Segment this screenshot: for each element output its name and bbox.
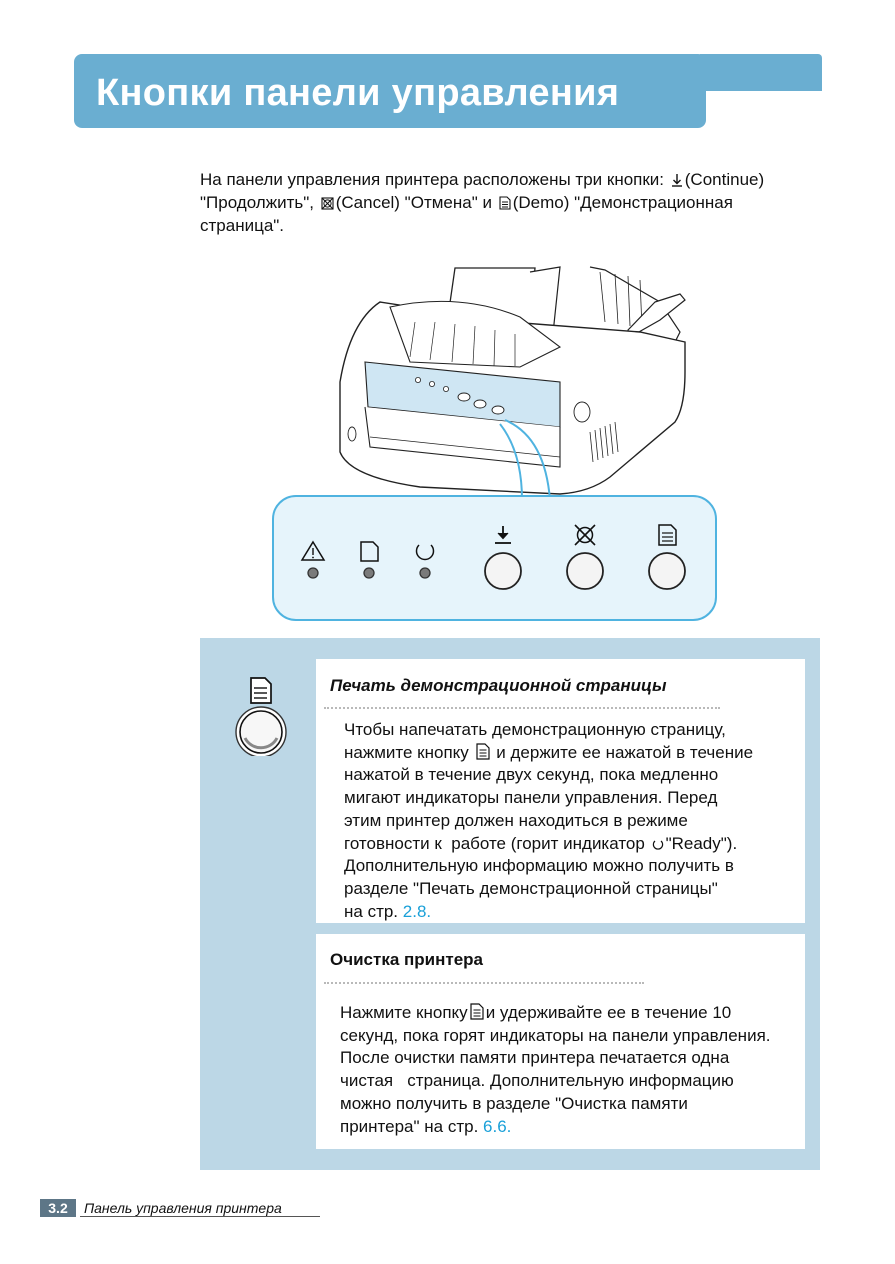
demo-icon xyxy=(251,678,271,703)
demo-line: разделе "Печать демонстрационной страницы" xyxy=(344,878,718,898)
clean-card-separator xyxy=(324,982,644,984)
demo-line: на стр. 2.8. xyxy=(344,901,432,921)
continue-icon xyxy=(495,526,511,543)
clean-line: Нажмите кнопку и удерживайте ее в течение 10 xyxy=(340,1003,732,1022)
continue-button[interactable] xyxy=(480,523,526,593)
cleaning-link[interactable]: 6.6. xyxy=(483,1116,512,1136)
cancel-button[interactable] xyxy=(562,523,608,593)
clean-line: чистая страница. Дополнительную информацию xyxy=(340,1071,734,1091)
clean-card-text xyxy=(340,1002,805,1138)
page-title: Кнопки панели управления xyxy=(96,72,620,114)
clean-line: можно получить в разделе "Очистка памяти xyxy=(340,1093,688,1113)
cancel-icon xyxy=(575,525,595,545)
page-icon xyxy=(361,542,378,561)
intro-demo: (Demo) "Демонстрационная xyxy=(512,193,733,212)
demo-icon xyxy=(470,1003,484,1020)
side-demo-button xyxy=(232,676,292,756)
demo-line: готовности к работе (горит индикатор "Ready"). xyxy=(344,833,738,853)
demo-line: Чтобы напечатать демонстрационную страницу, xyxy=(344,720,726,739)
footer-section-title: Панель управления принтера xyxy=(84,1200,282,1216)
ready-icon xyxy=(652,839,664,851)
demo-button[interactable] xyxy=(644,523,690,593)
clean-card-title: Очистка принтера xyxy=(330,950,483,969)
clean-line: После очистки памяти принтера печатается одна xyxy=(340,1048,730,1068)
clean-line: принтера" на стр. 6.6. xyxy=(340,1116,512,1136)
title-bar-extension xyxy=(700,54,822,91)
ready-icon xyxy=(417,545,434,560)
demo-icon xyxy=(659,525,676,545)
printer-illustration xyxy=(260,262,700,502)
demo-icon xyxy=(476,743,490,760)
continue-icon xyxy=(671,173,683,187)
demo-card-title: Печать демонстрационной страницы xyxy=(330,676,667,695)
demo-line: мигают индикаторы панели управления. Перед xyxy=(344,788,718,808)
control-panel-callout xyxy=(272,495,717,621)
page-indicator xyxy=(354,539,384,585)
warning-led xyxy=(308,568,318,578)
cancel-icon xyxy=(321,197,334,210)
demo-page-link[interactable]: 2.8. xyxy=(402,901,432,921)
demo-line: нажмите кнопку и держите ее нажатой в течение xyxy=(344,742,754,762)
demo-line: Дополнительную информацию можно получить в xyxy=(344,856,734,876)
warning-indicator xyxy=(298,539,328,585)
cleaning-card xyxy=(316,934,805,1149)
page-number: 3.2 xyxy=(40,1199,76,1217)
intro-part3: страница". xyxy=(200,216,285,235)
intro-part1: На панели управления принтера расположены три кнопки: xyxy=(200,170,665,189)
demo-icon xyxy=(499,196,511,210)
clean-line: секунд, пока горят индикаторы на панели управления. xyxy=(340,1025,771,1045)
intro-continue: (Continue) xyxy=(684,170,765,189)
demo-line: нажатой в течение двух секунд, пока медленно xyxy=(344,765,719,785)
demo-card-separator xyxy=(324,707,720,709)
demo-line: этим принтер должен находиться в режиме xyxy=(344,810,688,830)
footer-rule xyxy=(80,1216,320,1217)
demo-card-text xyxy=(344,719,804,923)
intro-paragraph xyxy=(200,168,840,237)
ready-indicator xyxy=(410,539,440,585)
ready-led xyxy=(420,568,430,578)
intro-part2: "Продолжить", xyxy=(200,193,314,212)
intro-cancel: (Cancel) "Отмена" и xyxy=(335,193,492,212)
demo-page-card xyxy=(316,659,805,923)
page-led xyxy=(364,568,374,578)
